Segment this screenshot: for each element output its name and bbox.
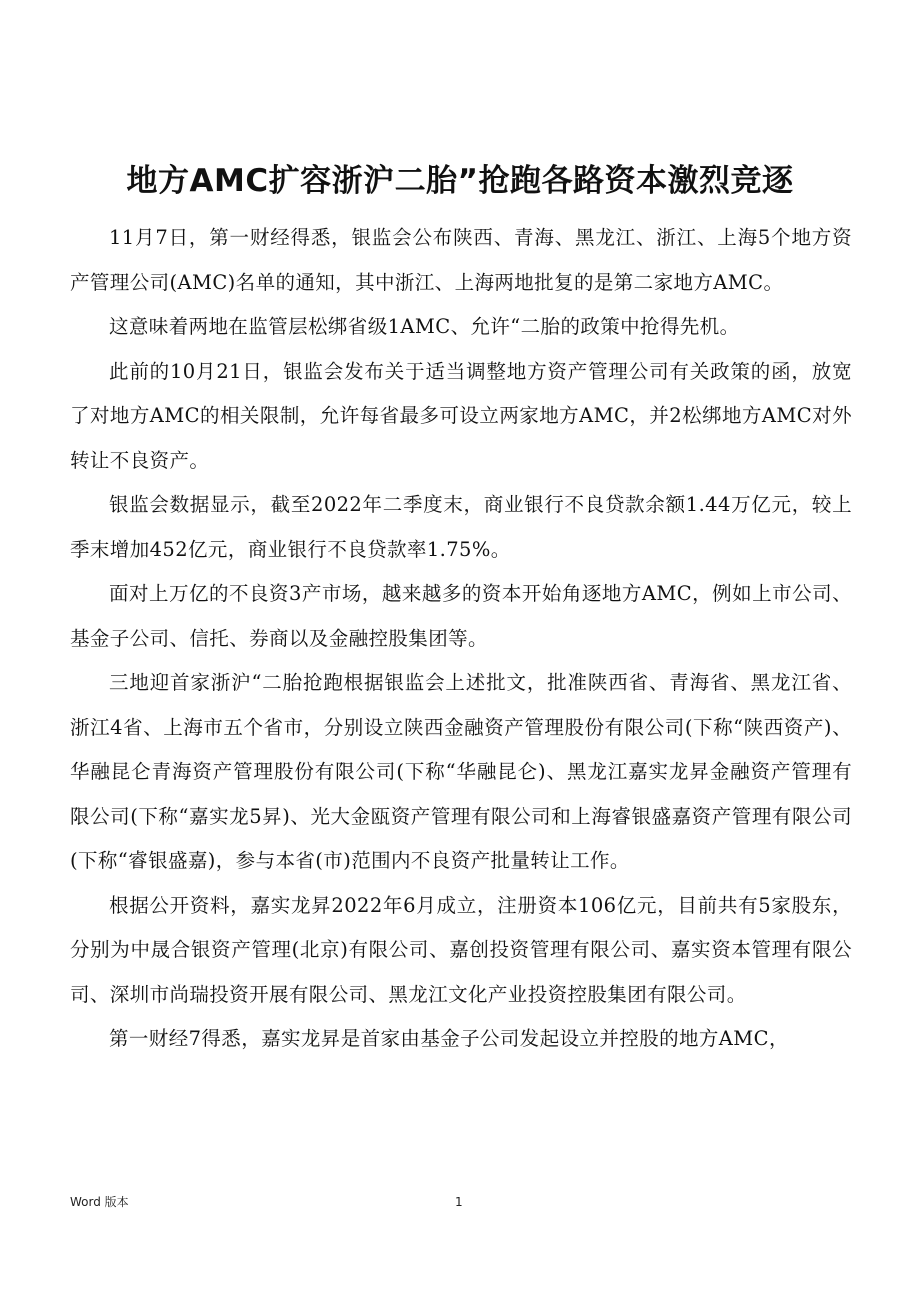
paragraph-6: 三地迎首家浙沪“二胎抢跑根据银监会上述批文，批准陕西省、青海省、黑龙江省、浙江4省、上海市五个省市，分别设立陕西金融资产管理股份有限公司(下称“陕西资产)、华融昆仑青海资产管理股份有限公司(下称“华融昆仑)、黑龙江嘉实龙昇金融资产管理有限公司(下称“嘉实龙5昇)、光大金瓯资产管理有限公司和上海睿银盛嘉资产管理有限公司(下称“睿银盛嘉)，参与本省(市)范围内不良资产批量转让工作。	[70, 671, 852, 872]
paragraph-5: 面对上万亿的不良资3产市场，越来越多的资本开始角逐地方AMC，例如上市公司、基金子公司、信托、券商以及金融控股集团等。	[70, 582, 852, 650]
document-title: 地方AMC扩容浙沪二胎”抢跑各路资本激烈竞逐	[126, 162, 794, 199]
paragraph-3: 此前的10月21日，银监会发布关于适当调整地方资产管理公司有关政策的函，放宽了对地方AMC的相关限制，允许每省最多可设立两家地方AMC，并2松绑地方AMC对外转让不良资产。	[70, 359, 852, 472]
paragraph-1: 11月7日，第一财经得悉，银监会公布陕西、青海、黑龙江、浙江、上海5个地方资产管理公司(AMC)名单的通知，其中浙江、上海两地批复的是第二家地方AMC。	[70, 226, 852, 294]
footer-label: Word 版本	[70, 1195, 129, 1209]
page-number: 1	[455, 1195, 463, 1209]
paragraph-8: 第一财经7得悉，嘉实龙昇是首家由基金子公司发起设立并控股的地方AMC，	[109, 1027, 789, 1050]
document-body	[70, 216, 852, 1062]
paragraph-7: 根据公开资料，嘉实龙昇2022年6月成立，注册资本106亿元，目前共有5家股东，分别为中晟合银资产管理(北京)有限公司、嘉创投资管理有限公司、嘉实资本管理有限公司、深圳市尚瑞投资开展有限公司、黑龙江文化产业投资控股集团有限公司。	[70, 893, 852, 1006]
paragraph-4: 银监会数据显示，截至2022年二季度末，商业银行不良贷款余额1.44万亿元，较上季末增加452亿元，商业银行不良贷款率1.75%。	[70, 493, 852, 561]
paragraph-2: 这意味着两地在监管层松绑省级1AMC、允许“二胎的政策中抢得先机。	[109, 315, 740, 338]
